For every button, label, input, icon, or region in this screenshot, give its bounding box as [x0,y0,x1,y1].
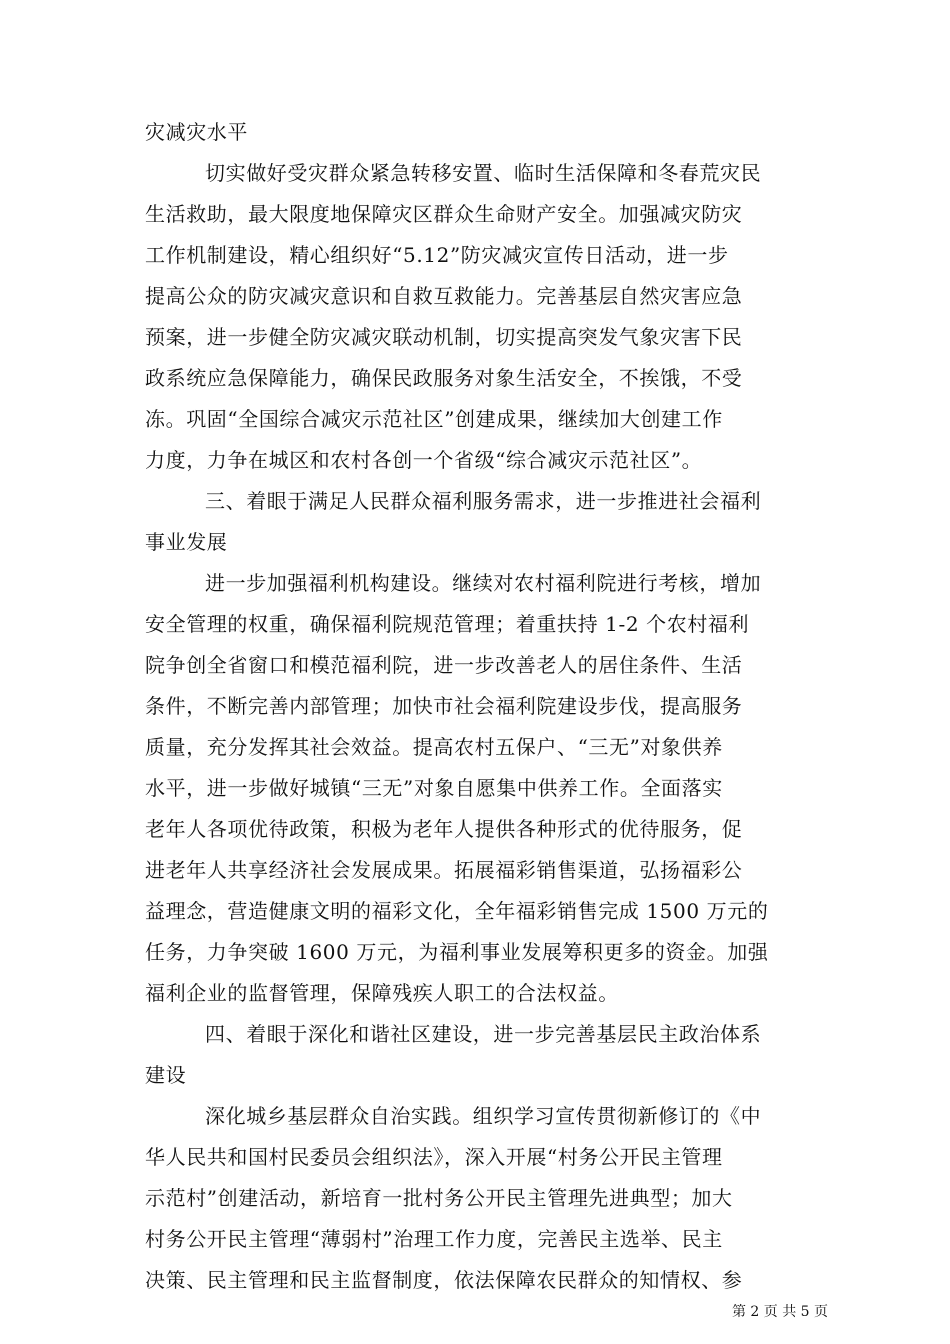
text-line: 村务公开民主管理“薄弱村”治理工作力度，完善民主选举、民主 [145,1227,723,1251]
text-line: 政系统应急保障能力，确保民政服务对象生活安全，不挨饿，不受 [145,366,743,390]
text-line: 示范村”创建活动，新培育一批村务公开民主管理先进典型；加大 [145,1186,733,1210]
text-line: 华人民共和国村民委员会组织法》，深入开展“村务公开民主管理 [145,1145,723,1169]
text-line: 工作机制建设，精心组织好“5.12”防灾减灾宣传日活动，进一步 [145,243,729,267]
text-line: 灾减灾水平 [145,120,248,144]
page-number: 第 2 页 共 5 页 [731,1304,829,1320]
document-body [145,112,810,1301]
text-line: 冻。巩固“全国综合减灾示范社区”创建成果，继续加大创建工作 [145,407,723,431]
text-line: 决策、民主管理和民主监督制度，依法保障农民群众的知情权、参 [145,1268,743,1292]
text-line: 安全管理的权重，确保福利院规范管理；着重扶持 1-2 个农村福利 [145,612,750,636]
text-line: 质量，充分发挥其社会效益。提高农村五保户、“三无”对象供养 [145,735,723,759]
text-line: 深化城乡基层群众自治实践。组织学习宣传贯彻新修订的《中 [205,1104,762,1128]
text-line: 任务，力争突破 1600 万元，为福利事业发展筹积更多的资金。加强 [145,940,769,964]
text-line: 四、着眼于深化和谐社区建设，进一步完善基层民主政治体系 [205,1022,762,1046]
text-line: 力度，力争在城区和农村各创一个省级“综合减灾示范社区”。 [145,448,703,472]
text-line: 预案，进一步健全防灾减灾联动机制，切实提高突发气象灾害下民 [145,325,743,349]
text-line: 水平，进一步做好城镇“三无”对象自愿集中供养工作。全面落实 [145,776,723,800]
page-footer [0,1301,950,1321]
text-line: 建设 [145,1063,187,1087]
text-line: 老年人各项优待政策，积极为老年人提供各种形式的优待服务，促 [145,817,743,841]
text-line: 益理念，营造健康文明的福彩文化，全年福彩销售完成 1500 万元的 [145,899,769,923]
text-line: 进一步加强福利机构建设。继续对农村福利院进行考核，增加 [205,571,762,595]
text-line: 切实做好受灾群众紧急转移安置、临时生活保障和冬春荒灾民 [205,161,762,185]
text-line: 生活救助，最大限度地保障灾区群众生命财产安全。加强减灾防灾 [145,202,743,226]
text-line: 进老年人共享经济社会发展成果。拓展福彩销售渠道，弘扬福彩公 [145,858,743,882]
text-line: 福利企业的监督管理，保障残疾人职工的合法权益。 [145,981,619,1005]
text-line: 三、着眼于满足人民群众福利服务需求，进一步推进社会福利 [205,489,762,513]
text-line: 事业发展 [145,530,228,554]
text-line: 条件，不断完善内部管理；加快市社会福利院建设步伐，提高服务 [145,694,743,718]
text-line: 提高公众的防灾减灾意识和自救互救能力。完善基层自然灾害应急 [145,284,743,308]
text-line: 院争创全省窗口和模范福利院，进一步改善老人的居住条件、生活 [145,653,743,677]
